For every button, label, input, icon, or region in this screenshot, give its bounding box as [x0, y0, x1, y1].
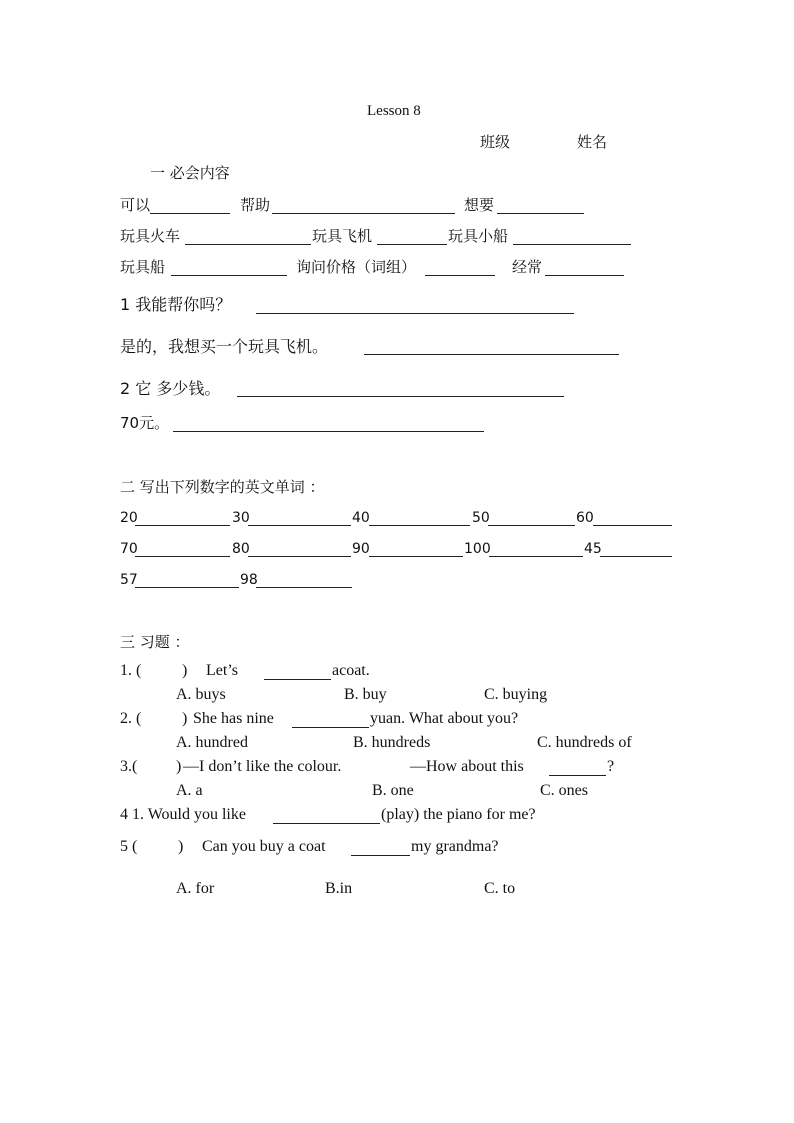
number-70: 70: [120, 541, 138, 557]
answer-blank-1[interactable]: [150, 213, 230, 214]
word-3: 想要: [464, 196, 495, 214]
q5-number: 5 (: [120, 838, 138, 855]
answer-blank-8[interactable]: [425, 275, 495, 276]
q1-option-c[interactable]: C. buying: [484, 686, 548, 703]
number-100: 100: [464, 541, 491, 557]
q5-option-c[interactable]: C. to: [484, 880, 516, 897]
q3-option-b[interactable]: B. one: [372, 782, 414, 799]
q1-number: 1. (: [120, 662, 142, 679]
sentence-3: 2 它 多少钱。: [120, 379, 221, 398]
word-4: 玩具火车: [120, 227, 181, 245]
number-blank-30[interactable]: [248, 525, 351, 526]
word-2: 帮助: [240, 196, 271, 214]
number-30: 30: [232, 510, 250, 526]
sentence-blank-4[interactable]: [173, 431, 484, 432]
q1-option-b[interactable]: B. buy: [344, 686, 387, 703]
answer-blank-6[interactable]: [513, 244, 631, 245]
q4-stem-end: (play) the piano for me?: [381, 806, 536, 823]
q5-answer-close[interactable]: ): [178, 838, 184, 855]
q5-stem-end: my grandma?: [411, 838, 499, 855]
number-blank-70[interactable]: [135, 556, 230, 557]
sentence-1: 1 我能帮你吗？: [120, 295, 232, 314]
q2-stem-end: yuan. What about you?: [370, 710, 519, 727]
q3-stem-end: ?: [607, 758, 615, 775]
q2-stem: She has nine: [193, 710, 274, 727]
number-90: 90: [352, 541, 370, 557]
sentence-blank-1[interactable]: [256, 313, 574, 314]
word-1: 可以: [120, 196, 151, 214]
answer-blank-7[interactable]: [171, 275, 287, 276]
number-blank-50[interactable]: [488, 525, 575, 526]
q3-stem: —I don’t like the colour.: [183, 758, 342, 775]
section-1-heading: 一 必会内容: [150, 164, 230, 182]
q2-blank[interactable]: [292, 727, 369, 728]
q1-blank[interactable]: [264, 679, 331, 680]
number-80: 80: [232, 541, 250, 557]
name-label: 姓名: [577, 133, 608, 151]
q2-option-b[interactable]: B. hundreds: [353, 734, 431, 751]
word-7: 玩具船: [120, 258, 166, 276]
q3-number: 3.(: [120, 758, 138, 775]
sentence-blank-3[interactable]: [237, 396, 564, 397]
number-blank-90[interactable]: [369, 556, 463, 557]
number-20: 20: [120, 510, 138, 526]
sentence-2: 是的，我想买一个玩具飞机。: [120, 337, 329, 356]
class-label: 班级: [480, 133, 511, 151]
q2-option-a[interactable]: A. hundred: [176, 734, 248, 751]
number-blank-60[interactable]: [593, 525, 672, 526]
q5-option-b[interactable]: B.in: [325, 880, 353, 897]
number-blank-40[interactable]: [369, 525, 470, 526]
number-blank-45[interactable]: [600, 556, 672, 557]
q4-blank[interactable]: [273, 823, 380, 824]
q5-option-a[interactable]: A. for: [176, 880, 215, 897]
q2-option-c[interactable]: C. hundreds of: [537, 734, 632, 751]
q2-answer-close[interactable]: ): [182, 710, 188, 727]
word-5: 玩具飞机: [312, 227, 373, 245]
page-title: Lesson 8: [367, 103, 421, 119]
q3-stem-2: —How about this: [410, 758, 524, 775]
q3-answer-close[interactable]: ): [176, 758, 182, 775]
sentence-4: 70元。: [120, 414, 170, 432]
number-blank-100[interactable]: [489, 556, 583, 557]
section-2-heading: 二 写出下列数字的英文单词 ：: [120, 478, 325, 496]
word-8: 询问价格（词组）: [296, 258, 417, 276]
number-60: 60: [576, 510, 594, 526]
number-50: 50: [472, 510, 490, 526]
word-6: 玩具小船: [448, 227, 509, 245]
q3-blank[interactable]: [549, 775, 606, 776]
answer-blank-4[interactable]: [185, 244, 311, 245]
q1-stem-end: acoat.: [332, 662, 370, 679]
answer-blank-9[interactable]: [545, 275, 624, 276]
number-45: 45: [584, 541, 602, 557]
word-9: 经常: [512, 258, 543, 276]
q5-blank[interactable]: [351, 855, 410, 856]
number-40: 40: [352, 510, 370, 526]
answer-blank-5[interactable]: [377, 244, 447, 245]
q1-answer-close[interactable]: ): [182, 662, 188, 679]
q1-option-a[interactable]: A. buys: [176, 686, 226, 703]
number-blank-80[interactable]: [248, 556, 351, 557]
q4-stem: 4 1. Would you like: [120, 806, 246, 823]
sentence-blank-2[interactable]: [364, 354, 619, 355]
number-blank-98[interactable]: [256, 587, 352, 588]
answer-blank-3[interactable]: [497, 213, 584, 214]
q5-stem: Can you buy a coat: [202, 838, 326, 855]
q3-option-c[interactable]: C. ones: [540, 782, 588, 799]
q2-number: 2. (: [120, 710, 142, 727]
number-blank-20[interactable]: [135, 525, 230, 526]
q1-stem: Let’s: [206, 662, 238, 679]
answer-blank-2[interactable]: [272, 213, 455, 214]
number-blank-57[interactable]: [135, 587, 239, 588]
number-57: 57: [120, 572, 138, 588]
section-3-heading: 三 习题 ：: [120, 633, 190, 651]
number-98: 98: [240, 572, 258, 588]
q3-option-a[interactable]: A. a: [176, 782, 203, 799]
